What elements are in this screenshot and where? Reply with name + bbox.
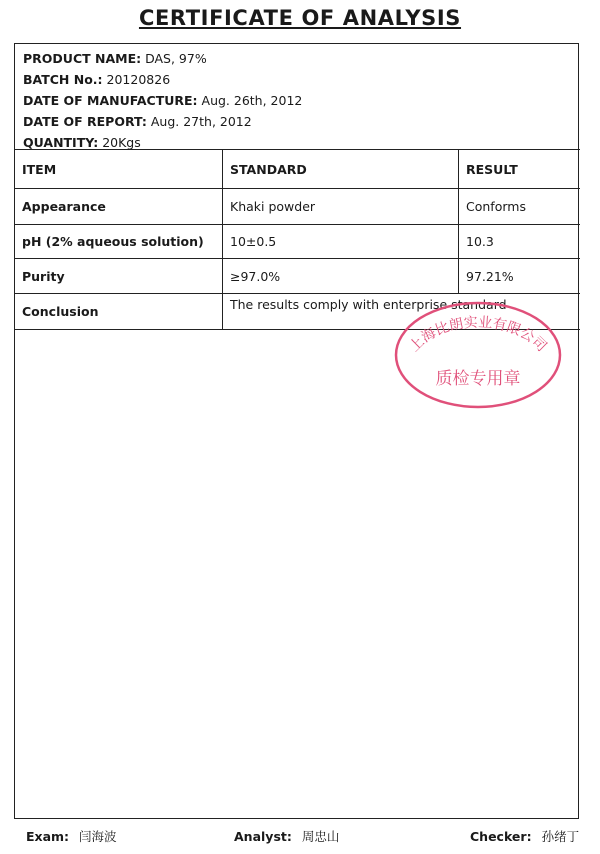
manufacture-date-row (23, 90, 302, 111)
standard-cell: Khaki powder (222, 189, 458, 224)
report-date-label: DATE OF REPORT: (23, 114, 147, 129)
analyst-label: Analyst: (234, 829, 292, 844)
standard-cell: 10±0.5 (222, 225, 458, 258)
analysis-table (15, 149, 580, 330)
conclusion-value: The results comply with enterprise standard (222, 294, 580, 329)
stamp-dept-text: 质检专用章 (435, 369, 521, 389)
certificate-frame (14, 43, 579, 819)
table-row (15, 224, 580, 258)
batch-no-row (23, 69, 302, 90)
manufacture-date-label: DATE OF MANUFACTURE: (23, 93, 198, 108)
exam-label: Exam: (26, 829, 70, 844)
checker-signature (470, 827, 579, 845)
result-cell: 10.3 (458, 225, 580, 258)
product-info (23, 48, 302, 153)
exam-name: 闫海波 (79, 829, 117, 844)
quantity-label: QUANTITY: (23, 135, 99, 150)
exam-signature (26, 827, 117, 845)
standard-cell: ≥97.0% (222, 259, 458, 293)
stamp-company-text: 上海比朗实业有限公司 (406, 314, 550, 356)
conclusion-row (15, 293, 580, 330)
analyst-signature (234, 827, 339, 845)
item-cell: pH (2% aqueous solution) (22, 234, 204, 249)
product-name-label: PRODUCT NAME: (23, 51, 142, 66)
result-cell: 97.21% (458, 259, 580, 293)
analyst-name: 周忠山 (301, 829, 340, 844)
checker-name: 孙绪丁 (541, 829, 580, 844)
item-cell: Purity (22, 268, 65, 284)
product-name-value: DAS, 97% (145, 51, 207, 66)
checker-label: Checker: (470, 829, 532, 844)
conclusion-label: Conclusion (22, 304, 99, 319)
product-name-row (23, 48, 302, 69)
table-header-row (15, 149, 580, 188)
batch-no-label: BATCH No.: (23, 72, 103, 87)
column-header-result: RESULT (458, 150, 580, 188)
table-row (15, 258, 580, 293)
item-cell: Appearance (22, 199, 106, 214)
result-cell: Conforms (458, 189, 580, 224)
table-row (15, 188, 580, 224)
report-date-value: Aug. 27th, 2012 (150, 114, 252, 129)
batch-no-value: 20120826 (106, 72, 171, 87)
report-date-row (23, 111, 302, 132)
manufacture-date-value: Aug. 26th, 2012 (201, 93, 303, 108)
quantity-value: 20Kgs (102, 135, 141, 150)
column-header-standard: STANDARD (222, 150, 458, 188)
document-title: CERTIFICATE OF ANALYSIS (138, 6, 462, 30)
column-header-item: ITEM (22, 161, 57, 177)
